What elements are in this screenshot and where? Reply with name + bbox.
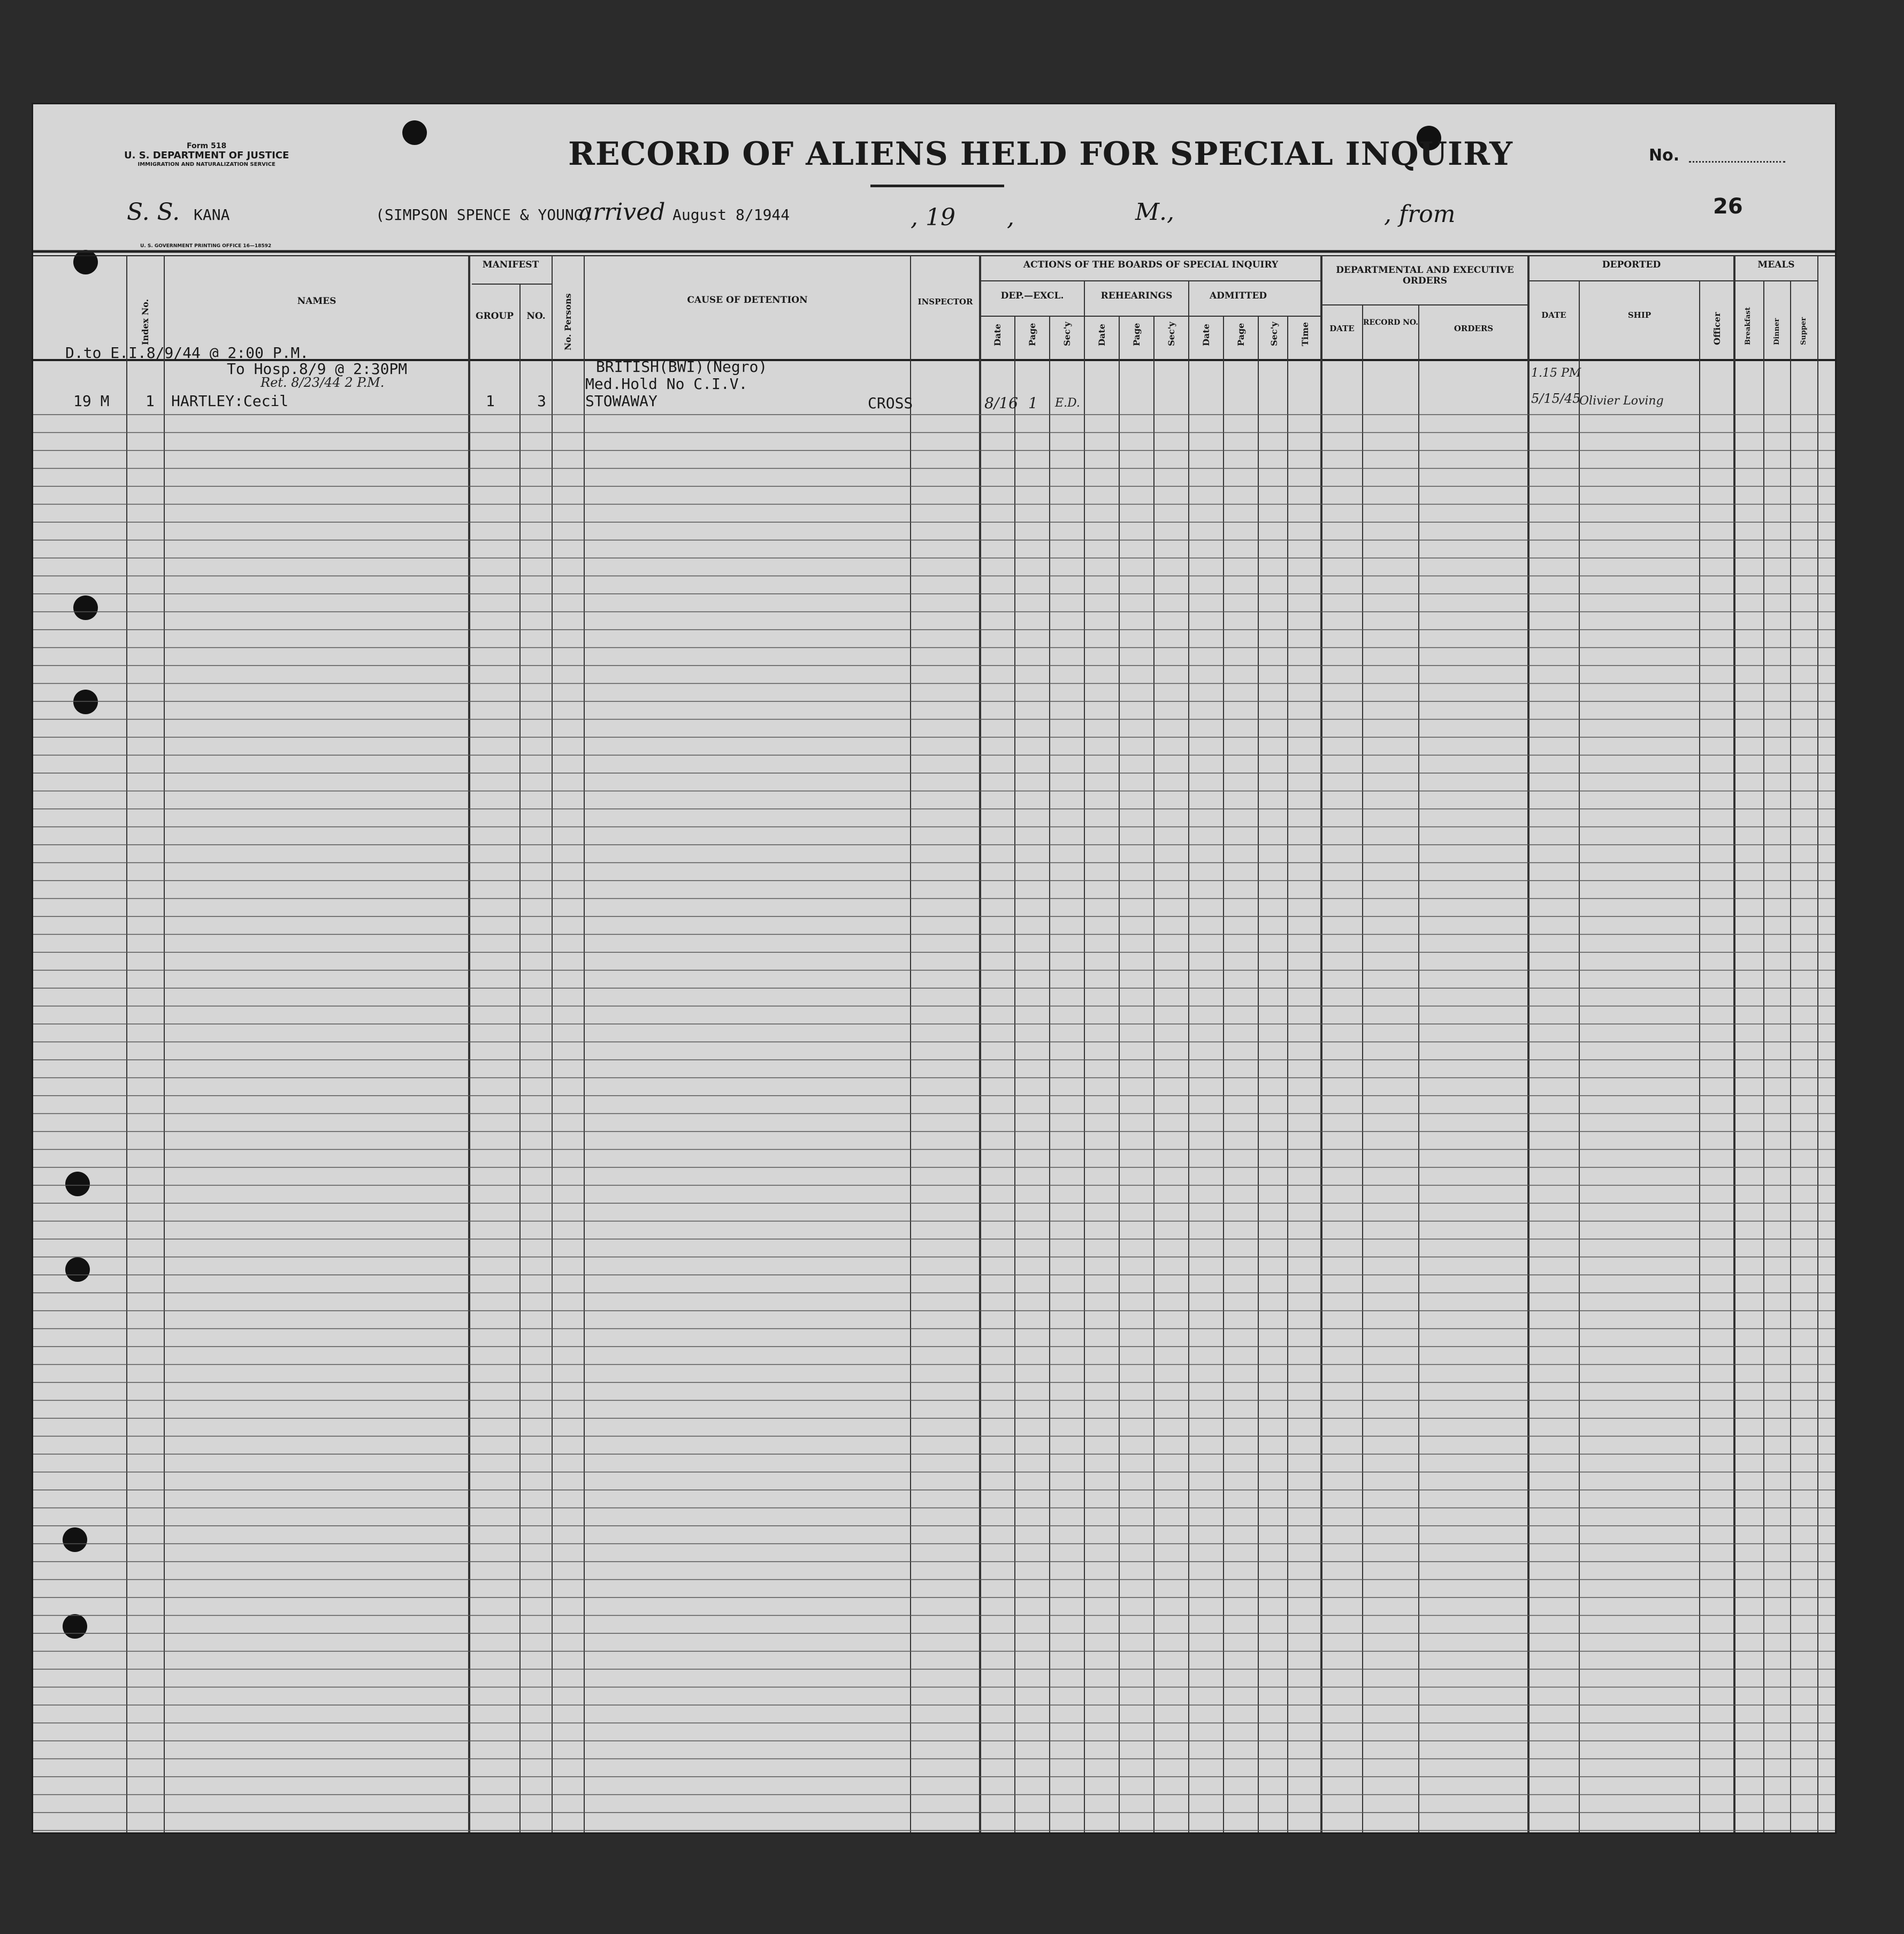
col-record-no: RECORD NO. [1363, 318, 1419, 327]
ss-label: S. S. [127, 198, 180, 226]
entry-bsi-page: 1 [1028, 394, 1038, 412]
entry-index: 1 [146, 392, 155, 410]
entry-inspector: CROSS [868, 394, 913, 412]
printer-line: U. S. GOVERNMENT PRINTING OFFICE 16—18592 [140, 243, 272, 249]
col-dep-secy: Sec'y [1062, 322, 1072, 346]
col-dep-page: Page [1027, 323, 1037, 346]
col-reh-secy: Sec'y [1166, 322, 1176, 346]
entry-cause-medical: Med.Hold No C.I.V. [585, 375, 748, 393]
m-label: M., [1135, 198, 1175, 226]
col-manifest-no: NO. [526, 311, 546, 322]
entry-note-ellis: D.to E.I.8/9/44 @ 2:00 P.M. [65, 344, 309, 362]
ship-name: KANA [194, 206, 230, 224]
department-name: U. S. DEPARTMENT OF JUSTICE [124, 150, 289, 161]
col-dep-date: Date [992, 324, 1003, 346]
col-reh-date: Date [1097, 324, 1107, 346]
page-title: RECORD OF ALIENS HELD FOR SPECIAL INQUIRY [568, 135, 1513, 173]
col-index-no: Index No. [140, 299, 150, 345]
entry-cause-stowaway: STOWAWAY [585, 392, 657, 410]
col-adm-page: Page [1236, 323, 1246, 346]
record-sheet [33, 104, 1835, 1832]
col-no-persons: No. Persons [563, 293, 573, 350]
col-adm-time: Time [1300, 322, 1310, 346]
col-group: GROUP [475, 311, 514, 322]
entry-bsi-date: 8/16 [984, 394, 1018, 412]
col-breakfast: Breakfast [1744, 307, 1752, 345]
col-adm-date: Date [1201, 324, 1211, 346]
entry-bsi-secy: E.D. [1055, 396, 1080, 410]
col-reh-page: Page [1131, 323, 1142, 346]
year-label: , 19 [911, 204, 955, 231]
entry-row-label: 19 M [73, 392, 110, 410]
entry-note-hospital: To Hosp.8/9 @ 2:30PM [227, 360, 408, 378]
col-dinner: Dinner [1773, 318, 1781, 345]
col-dep-excl: DEP.—EXCL. [1000, 291, 1064, 301]
entry-deported-ship: Olivier Loving [1579, 394, 1664, 408]
col-deported-date: DATE [1541, 310, 1566, 320]
col-supper: Supper [1800, 317, 1808, 345]
arrived-label: arrived [579, 198, 666, 226]
page-number: 26 [1713, 194, 1743, 219]
entry-deported-time: 1.15 PM [1531, 366, 1581, 380]
year-comma: , [1007, 204, 1014, 231]
col-names: NAMES [297, 296, 337, 307]
col-deported: DEPORTED [1602, 259, 1661, 270]
entry-note-returned: Ret. 8/23/44 2 P.M. [261, 375, 385, 390]
col-dept-orders: DEPARTMENTAL AND EXECUTIVE ORDERS [1336, 265, 1514, 286]
col-inspector: INSPECTOR [917, 297, 973, 307]
form-number: Form 518 [187, 142, 227, 150]
col-manifest: MANIFEST [482, 259, 539, 270]
col-officer: Officer [1712, 312, 1722, 345]
col-boards: ACTIONS OF THE BOARDS OF SPECIAL INQUIRY [1023, 259, 1279, 270]
record-no-label: No. [1649, 146, 1680, 165]
from-label: , from [1384, 201, 1456, 228]
entry-deported-date: 5/15/45 [1531, 391, 1581, 406]
col-adm-secy: Sec'y [1269, 322, 1279, 346]
entry-name: HARTLEY:Cecil [171, 392, 289, 410]
col-deported-ship: SHIP [1627, 310, 1651, 320]
entry-group: 1 [486, 392, 495, 410]
col-cause: CAUSE OF DETENTION [687, 295, 808, 305]
service-name: IMMIGRATION AND NATURALIZATION SERVICE [137, 162, 276, 167]
agent-name: (SIMPSON SPENCE & YOUNG) [376, 206, 592, 224]
col-meals: MEALS [1757, 259, 1795, 270]
entry-cause-nationality: BRITISH(BWI)(Negro) [596, 358, 768, 376]
arrived-date: August 8/1944 [672, 206, 790, 224]
col-orders-date: DATE [1329, 324, 1355, 333]
col-orders: ORDERS [1454, 324, 1494, 333]
col-rehearings: REHEARINGS [1100, 291, 1173, 301]
entry-manifest-no: 3 [537, 392, 546, 410]
col-admitted: ADMITTED [1209, 291, 1267, 301]
